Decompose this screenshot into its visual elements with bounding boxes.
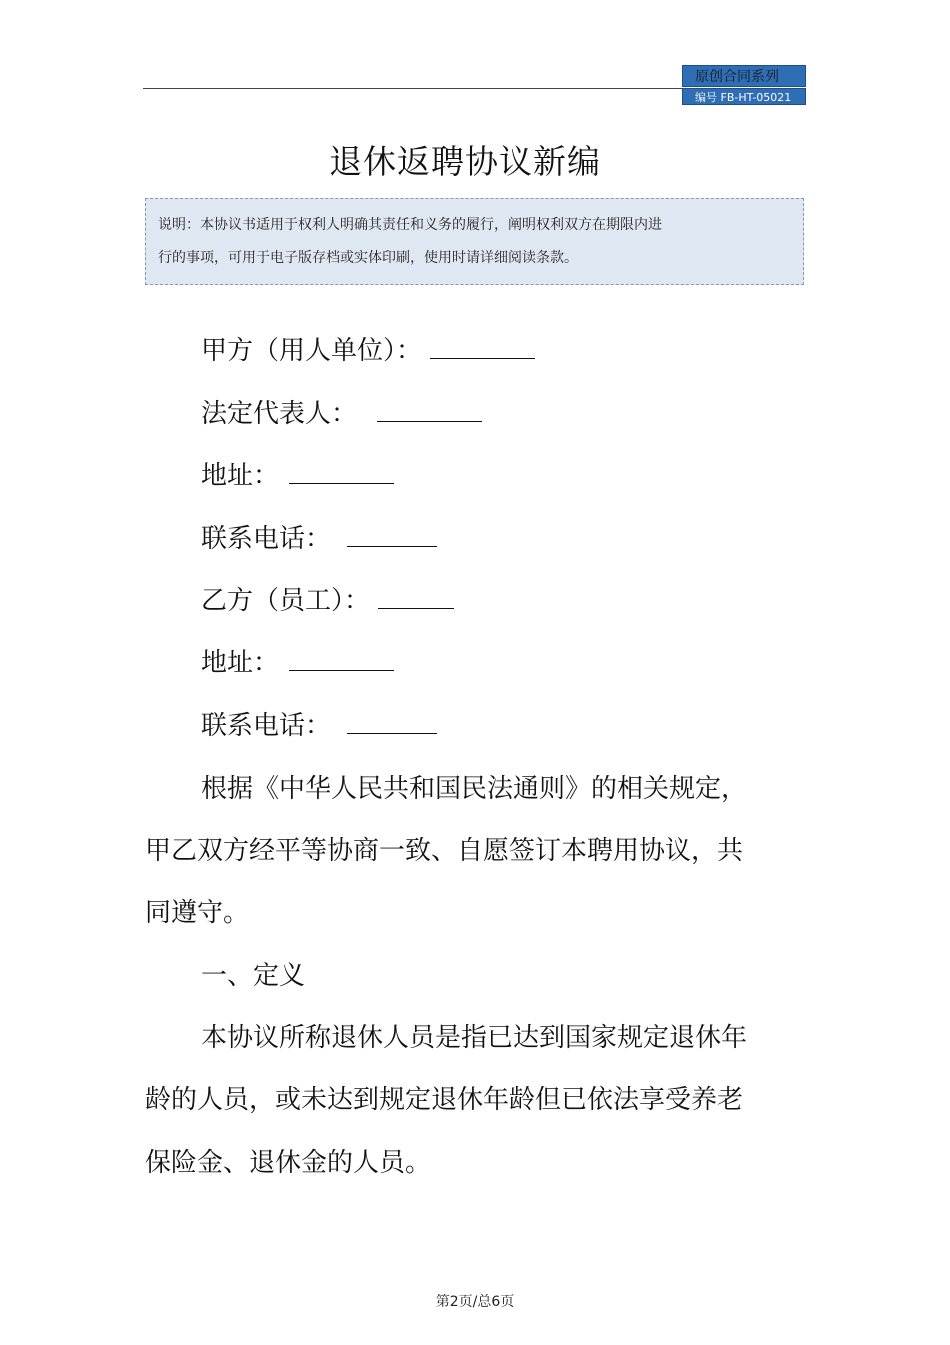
phone-a-label: 联系电话： <box>201 524 332 554</box>
party-a-label: 甲方（用人单位）： <box>201 336 423 366</box>
party-a-blank <box>430 334 535 359</box>
party-b-blank <box>378 584 454 609</box>
series-label: 原创合同系列 <box>682 65 806 87</box>
note-line-1: 说明：本协议书适用于权利人明确其责任和义务的履行，阐明权利双方在期限内进 <box>158 217 662 233</box>
series-badge <box>682 65 806 105</box>
phone-a-field <box>201 518 437 555</box>
phone-b-blank <box>347 709 437 734</box>
address-a-label: 地址： <box>201 461 280 491</box>
address-b-field <box>201 642 394 679</box>
phone-a-blank <box>347 522 437 547</box>
document-title: 退休返聘协议新编 <box>329 142 601 181</box>
address-a-field <box>201 455 394 492</box>
legal-rep-field <box>201 393 482 430</box>
legal-rep-label: 法定代表人： <box>201 399 358 429</box>
phone-b-label: 联系电话： <box>201 711 332 741</box>
note-line-2: 行的事项，可用于电子版存档或实体印刷，使用时请详细阅读条款。 <box>158 250 578 266</box>
address-a-blank <box>289 459 394 484</box>
paragraph-2-line-1: 本协议所称退休人员是指已达到国家规定退休年 <box>201 1023 748 1053</box>
party-b-label: 乙方（员工）： <box>201 586 371 616</box>
section-heading-definition: 一、定义 <box>201 961 306 991</box>
party-b-field <box>201 580 454 617</box>
usage-note <box>145 198 804 285</box>
header-rule <box>143 88 683 89</box>
address-b-blank <box>289 646 394 671</box>
legal-rep-blank <box>377 397 482 422</box>
party-a-field <box>201 330 535 367</box>
paragraph-1-line-3: 同遵守。 <box>145 898 250 928</box>
paragraph-1-line-1: 根据《中华人民共和国民法通则》的相关规定， <box>201 774 748 804</box>
paragraph-1-line-2: 甲乙双方经平等协商一致、自愿签订本聘用协议，共 <box>145 836 744 866</box>
document-code: 编号 FB-HT-05021 <box>682 88 806 105</box>
address-b-label: 地址： <box>201 648 280 678</box>
page-number: 第2页/总6页 <box>435 1294 515 1310</box>
paragraph-2-line-2: 龄的人员，或未达到规定退休年龄但已依法享受养老 <box>145 1085 744 1115</box>
paragraph-2-line-3: 保险金、退休金的人员。 <box>145 1148 432 1178</box>
phone-b-field <box>201 705 437 742</box>
